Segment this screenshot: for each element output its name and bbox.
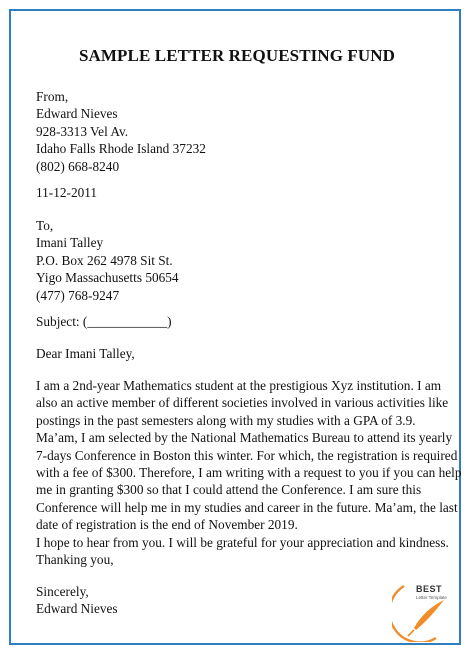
logo-word: BEST [416,584,443,594]
letter-date: 11-12-2011 [36,185,98,200]
signature-name: Edward Nieves [36,601,118,617]
recipient-phone: (477) 768-9247 [36,287,120,303]
recipient-address-line: P.O. Box 262 4978 Sit St. [36,252,173,268]
recipient-label: To, [36,218,54,233]
body-line: Ma’am, I am selected by the National Mathematics Bureau to attend its yearly [36,430,453,446]
sender-name: Edward Nieves [36,106,118,122]
subject-line: Subject: (____________) [36,314,172,329]
recipient-name: Imani Talley [36,235,104,251]
body-line: I hope to hear from you. I will be grateful for your appreciation and kindness. [36,534,449,550]
sender-city-line: Idaho Falls Rhode Island 37232 [36,141,206,157]
thanks-line: Thanking you, [36,552,114,567]
closing-label: Sincerely, [36,584,89,599]
letter-title: SAMPLE LETTER REQUESTING FUND [78,46,396,65]
logo-subtitle: Letter Template [416,595,447,600]
recipient-city-line: Yigo Massachusetts 50654 [36,270,179,286]
sender-phone: (802) 668-8240 [36,158,120,174]
sender-label: From, [36,89,69,104]
salutation: Dear Imani Talley, [36,346,135,361]
body-line: date of registration is the end of November 2019. [36,517,298,533]
sender-block [36,88,446,175]
recipient-block [36,217,446,304]
closing-block [36,583,446,618]
sender-address-line: 928-3313 Vel Av. [36,123,129,139]
body-line: 7-days Conference in Boston this winter. For which, the registration is required [36,447,458,463]
body-line: me in granting $300 so that I could attend the Conference. I am sure this [36,482,422,498]
body-line: Conference will help me in my studies and career in the future. Ma’am, the last [36,499,458,515]
body-line: also an active member of different societies involved in various activities like [36,395,449,411]
quill-icon [414,600,444,630]
body-line: with a fee of $300. Therefore, I am writing with a request to you if you can help [36,465,462,481]
body-line: I am a 2nd-year Mathematics student at the prestigious Xyz institution. I am [36,378,442,393]
body-line: postings in the past semesters along with my studies with a GPA of 3.9. [36,412,416,428]
letter-body [36,377,462,551]
quill-tip [408,630,414,636]
